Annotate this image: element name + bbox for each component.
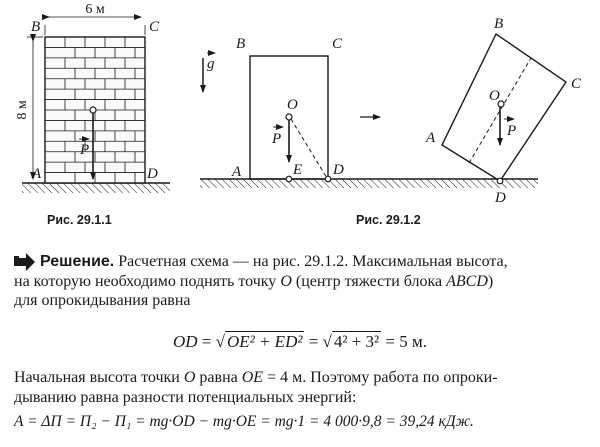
center-of-mass-point — [90, 107, 96, 113]
upright-label-O: O — [287, 97, 298, 113]
upright-label-P: P — [272, 131, 282, 147]
tilted-label-A: A — [426, 130, 436, 146]
tilted-label-D: D — [495, 190, 506, 206]
height-label: 8 м — [15, 100, 30, 120]
corner-A: A — [32, 166, 42, 182]
upright-label-D: D — [333, 162, 344, 178]
upright-label-E: E — [293, 162, 303, 178]
block-tilted — [442, 34, 566, 181]
final-equation: A = ΔΠ = Π₂ − Π₁ = mg·OD − mg·OE = mg·1 = 4 000·9,8 = 39,24 кДж. — [14, 413, 474, 430]
corner-D: D — [147, 166, 158, 182]
point-D — [325, 176, 331, 182]
equation-OD: OD = √ OE² + ED² = √ 4² + 3² = 5 м. — [172, 332, 428, 351]
tilted-label-P: P — [507, 123, 517, 139]
force-label-P: P — [80, 142, 90, 158]
ground-hatch-2 — [200, 179, 538, 188]
figure-29-1-2 — [200, 16, 582, 227]
solution-line-2: на которую необходимо поднять точку O (центр тяжести блока ABCD) — [14, 273, 494, 290]
width-label: 6 м — [85, 2, 105, 17]
corner-C: C — [149, 19, 160, 35]
upright-label-A: A — [232, 164, 242, 180]
upright-label-C: C — [332, 36, 343, 52]
ground-hatch — [22, 183, 170, 193]
solution-line-5: дыванию равна разности потенциальных энергий: — [14, 389, 357, 406]
corner-B: B — [31, 19, 41, 35]
solution-line-3: для опрокидывания равна — [14, 292, 191, 309]
solution-line-4: Начальная высота точки O равна OE = 4 м. Поэтому работа по опроки- — [14, 369, 498, 386]
figure-29-1-1 — [15, 2, 170, 227]
point-E — [286, 176, 292, 182]
gravity-label: g — [207, 56, 215, 72]
caption-fig-29-1-2: Рис. 29.1.2 — [356, 213, 421, 227]
solution-line-1: Решение. Расчетная схема — на рис. 29.1.2. Максимальная высота, — [40, 253, 508, 270]
tilted-label-B: B — [494, 16, 504, 32]
tilted-point-D — [497, 178, 503, 184]
caption-fig-29-1-1: Рис. 29.1.1 — [47, 213, 112, 227]
solution-heading: Решение. — [40, 253, 115, 270]
upright-label-B: B — [236, 36, 246, 52]
tilted-label-C: C — [571, 76, 582, 92]
tilted-label-O: O — [489, 88, 500, 104]
